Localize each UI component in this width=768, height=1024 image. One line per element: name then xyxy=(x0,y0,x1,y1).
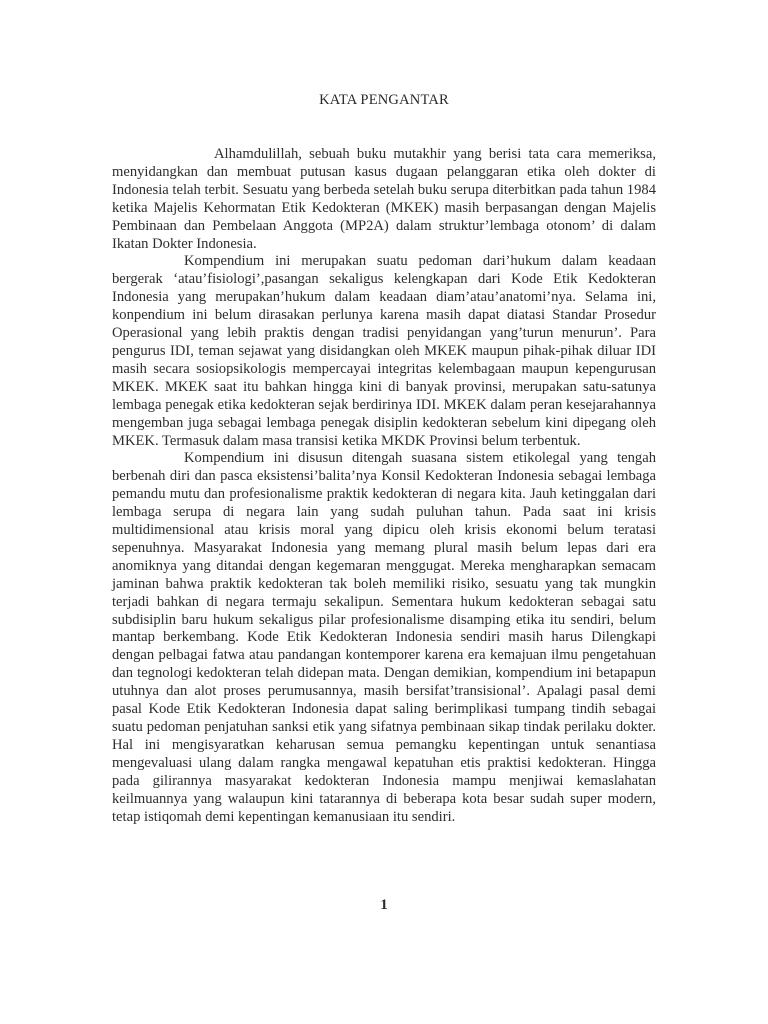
paragraph-3: Kompendium ini disusun ditengah suasana sistem etikolegal yang tengah berbenah diri dan pasca eksistensi’balita’nya Konsil Kedokteran Indonesia sebagai lembaga pemandu mutu dan profesionalisme praktik kedokteran di negara kita. Jauh ketinggalan dari lembaga serupa di negara lain yang sudah puluhan tahun. Pada saat ini krisis multidimensional atau krisis moral yang dipicu oleh krisis ekonomi belum teratasi sepenuhnya. Masyarakat Indonesia yang memang plural masih belum lepas dari era anomiknya yang ditandai dengan kegemaran menggugat. Mereka mengharapkan semacam jaminan bahwa praktik kedokteran tak boleh memiliki risiko, sesuatu yang tak mungkin terjadi bahkan di negara termaju sekalipun. Sementara hukum kedokteran sebagai satu subdisiplin baru hukum sekaligus pilar profesionalisme disamping etika itu sendiri, belum mantap berkembang. Kode Etik Kedokteran Indonesia sendiri masih harus Dilengkapi dengan pelbagai fatwa atau pandangan kontemporer karena era kemajuan ilmu pengetahuan dan tegnologi kedokteran telah didepan mata. Dengan demikian, kompendium ini betapapun utuhnya dan alot proses perumusannya, masih bersifat’transisional’. Apalagi pasal demi pasal Kode Etik Kedokteran Indonesia dapat saling berimplikasi tumpang tindih sebagai suatu pedoman penjatuhan sanksi etik yang sifatnya pembinaan sikap tindak perilaku dokter. Hal ini mengisyaratkan keharusan semua pemangku kepentingan untuk senantiasa mengevaluasi ulang dalam rangka mengawal kepatuhan etis praktisi kedokteran. Hingga pada gilirannya masyarakat kedokteran Indonesia mampu menjiwai kemaslahatan keilmuannya yang walaupun kini tatarannya di beberapa kota besar sudah super modern, tetap istiqomah demi kepentingan kemanusiaan itu sendiri. xyxy=(112,450,656,825)
body-text xyxy=(112,146,656,826)
paragraph-2: Kompendium ini merupakan suatu pedoman dari’hukum dalam keadaan bergerak ‘atau’fisiologi’,pasangan sekaligus kelengkapan dari Kode Etik Kedokteran Indonesia yang merupakan’hukum dalam keadaan diam’atau’anatomi’nya. Selama ini, konpendium ini belum dirasakan perlunya karena masih dapat diatasi Standar Prosedur Operasional yang lebih praktis dengan tradisi penyidangan yang’turun menurun’. Para pengurus IDI, teman sejawat yang disidangkan oleh MKEK maupun pihak-pihak diluar IDI masih secara sosiopsikologis mempercayai integritas kelembagaan maupun kepengurusan MKEK. MKEK saat itu bahkan hingga kini di banyak provinsi, merupakan satu-satunya lembaga penegak etika kedokteran sejak berdirinya IDI. MKEK dalam peran kesejarahannya mengemban juga sebagai lembaga penegak disiplin kedokteran sebelum kini dipegang oleh MKEK. Termasuk dalam masa transisi ketika MKDK Provinsi belum terbentuk. xyxy=(112,253,656,449)
page-number: 1 xyxy=(380,897,388,913)
paragraph-1: Alhamdulillah, sebuah buku mutakhir yang berisi tata cara memeriksa, menyidangkan dan membuat putusan kasus dugaan pelanggaran etika oleh dokter di Indonesia telah terbit. Sesuatu yang berbeda setelah buku serupa diterbitkan pada tahun 1984 ketika Majelis Kehormatan Etik Kedokteran (MKEK) masih berpasangan dengan Majelis Pembinaan dan Pembelaan Anggota (MP2A) dalam struktur’lembaga otonom’ di dalam Ikatan Dokter Indonesia. xyxy=(112,146,656,252)
page-title: KATA PENGANTAR xyxy=(319,92,449,108)
